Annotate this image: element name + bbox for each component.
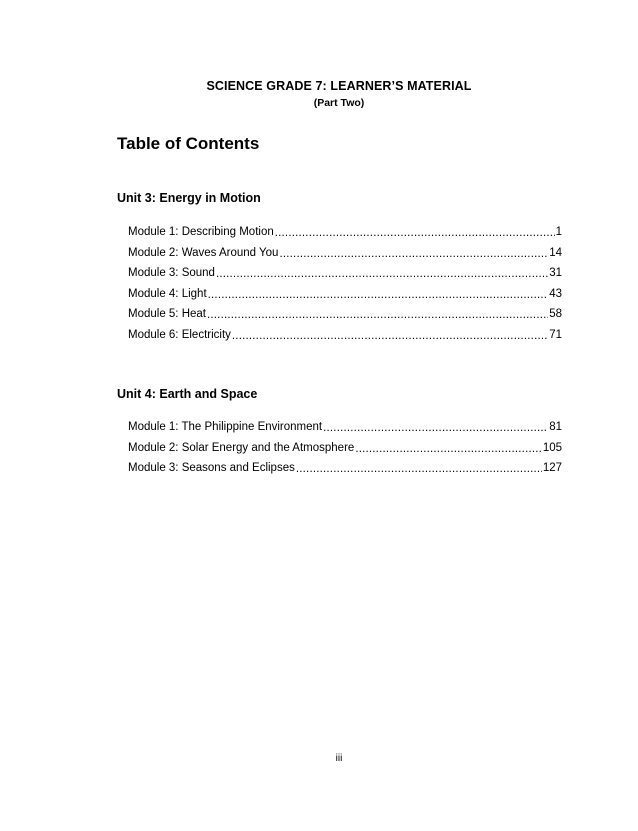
- document-subtitle: (Part Two): [313, 97, 365, 109]
- toc-entry[interactable]: [128, 421, 562, 442]
- page-number: iii: [335, 753, 343, 764]
- toc-leader-dots: [216, 268, 548, 282]
- toc-entry-label: Module 3: Seasons and Eclipses: [128, 462, 295, 474]
- toc-entry-label: Module 1: Describing Motion: [128, 226, 274, 238]
- toc-entry-label: Module 5: Heat: [128, 308, 206, 320]
- toc-entry-page: 1: [555, 226, 562, 238]
- toc-leader-dots: [275, 227, 555, 241]
- toc-entry-label: Module 6: Electricity: [128, 328, 231, 341]
- toc-entry[interactable]: [128, 329, 562, 350]
- toc-entry[interactable]: [128, 442, 562, 463]
- unit-3-heading: Unit 3: Energy in Motion: [117, 191, 261, 205]
- toc-entry-label: Module 4: Light: [128, 287, 207, 300]
- toc-leader-dots: [207, 309, 548, 323]
- toc-leader-dots: [323, 422, 548, 436]
- toc-entry-page: 14: [549, 246, 562, 259]
- toc-leader-dots: [232, 330, 548, 344]
- toc-entry[interactable]: [128, 308, 562, 329]
- toc-leader-dots: [208, 289, 549, 303]
- toc-entry[interactable]: [128, 226, 562, 247]
- toc-leader-dots: [296, 463, 542, 477]
- toc-entry-page: 31: [549, 267, 562, 279]
- toc-entry-label: Module 3: Sound: [128, 267, 215, 279]
- document-title: SCIENCE GRADE 7: LEARNER’S MATERIAL: [206, 79, 472, 93]
- toc-entry[interactable]: [128, 462, 562, 483]
- unit-3-toc-list: [128, 226, 562, 349]
- toc-entry-label: Module 2: Waves Around You: [128, 246, 279, 259]
- toc-entry-page: 58: [549, 308, 562, 320]
- toc-entry-label: Module 1: The Philippine Environment: [128, 421, 323, 433]
- toc-leader-dots: [355, 443, 542, 457]
- toc-entry[interactable]: [128, 267, 562, 288]
- toc-entry-page: 81: [549, 421, 562, 433]
- toc-entry-page: 43: [549, 287, 562, 300]
- toc-entry-page: 71: [549, 328, 562, 341]
- toc-entry[interactable]: [128, 247, 562, 268]
- toc-entry-page: 105: [542, 441, 562, 454]
- toc-leader-dots: [279, 248, 548, 262]
- toc-title: Table of Contents: [117, 134, 260, 153]
- unit-4-heading: Unit 4: Earth and Space: [117, 387, 258, 401]
- toc-entry-page: 127: [542, 462, 562, 474]
- toc-entry[interactable]: [128, 288, 562, 309]
- unit-4-toc-list: [128, 421, 562, 483]
- toc-entry-label: Module 2: Solar Energy and the Atmosphere: [128, 441, 355, 454]
